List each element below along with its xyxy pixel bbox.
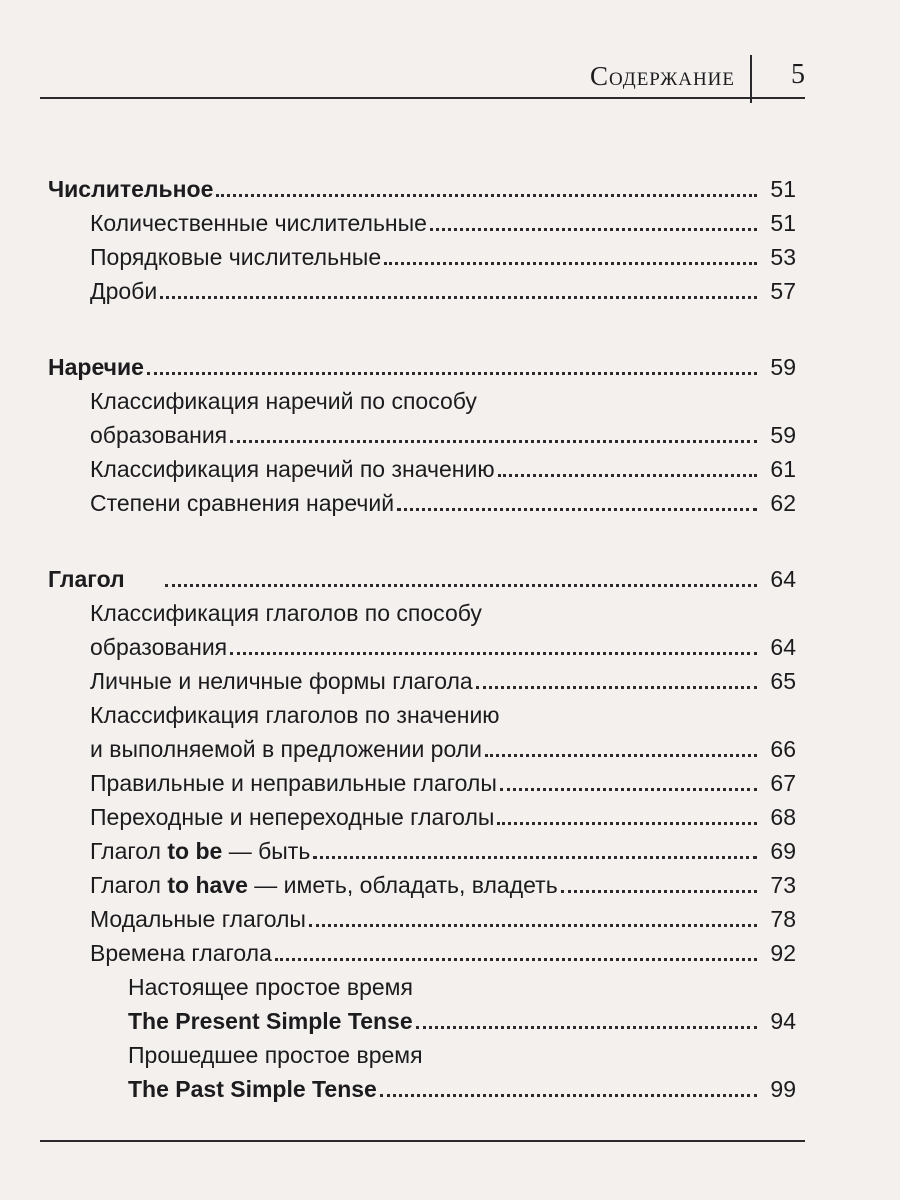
toc-entry-title: Правильные и неправильные глаголы — [90, 770, 497, 796]
title-suffix: — иметь, обладать, владеть — [247, 872, 558, 898]
toc-entry-title: Дроби — [90, 278, 158, 304]
toc-entry-page: 51 — [770, 176, 796, 202]
toc-entry-title: Классификация наречий по способу — [90, 388, 477, 414]
toc-entry-page: 62 — [770, 490, 796, 516]
header-title: Содержание — [589, 61, 735, 91]
header-separator — [750, 55, 752, 103]
toc-entry — [48, 486, 796, 520]
dot-leader — [309, 924, 757, 927]
dot-leader — [476, 686, 757, 689]
toc-entry — [48, 418, 796, 452]
toc-entry-line — [48, 384, 796, 418]
footer-rule — [40, 1140, 805, 1142]
title-bold-term: to have — [167, 872, 248, 898]
toc-entry-title: Прошедшее простое время — [128, 1042, 423, 1068]
toc-entry-title: Числительное — [48, 176, 214, 202]
toc-entry-title: Глагол — [48, 566, 125, 592]
title-prefix: Глагол — [90, 872, 168, 898]
toc-entry-title: Классификация наречий по значению — [90, 456, 495, 482]
toc-entry — [48, 630, 796, 664]
dot-leader — [397, 508, 757, 511]
dot-leader — [430, 228, 757, 231]
toc-entry-page: 67 — [770, 770, 796, 796]
toc-section-numeral — [48, 172, 796, 206]
toc-entry-title: The Present Simple Tense — [128, 1008, 413, 1034]
dot-leader — [216, 194, 757, 197]
toc-entry — [48, 206, 796, 240]
toc-entry-page: 99 — [770, 1076, 796, 1102]
dot-leader — [147, 372, 757, 375]
toc-entry-line — [48, 596, 796, 630]
toc-entry-title: и выполняемой в предложении роли — [90, 736, 483, 762]
toc-entry-title: Классификация глаголов по значению — [90, 702, 500, 728]
toc-entry — [48, 274, 796, 308]
toc-entry — [48, 664, 796, 698]
toc-entry-page: 68 — [770, 804, 796, 830]
toc-entry-page: 92 — [770, 940, 796, 966]
toc-entry-title: Классификация глаголов по способу — [90, 600, 482, 626]
title-bold-term: to be — [167, 838, 223, 864]
dot-leader — [230, 440, 757, 443]
dot-leader — [275, 958, 757, 961]
toc-entry-title — [90, 868, 558, 902]
toc-entry — [48, 800, 796, 834]
toc-entry-title: Модальные глаголы — [90, 906, 306, 932]
toc-entry — [48, 902, 796, 936]
dot-leader — [498, 474, 757, 477]
dot-leader — [500, 788, 757, 791]
toc-entry — [48, 868, 796, 902]
dot-leader — [165, 584, 757, 587]
toc-subentry-line — [48, 970, 796, 1004]
toc-subentry — [48, 1072, 796, 1106]
toc-section-verb — [48, 562, 796, 596]
header-page-number: 5 — [791, 59, 805, 90]
section-gap — [48, 308, 796, 350]
toc-entry-page: 57 — [770, 278, 796, 304]
dot-leader — [380, 1094, 757, 1097]
toc-entry-title: образования — [90, 634, 228, 660]
toc-entry-page: 51 — [770, 210, 796, 236]
toc-subentry-line — [48, 1038, 796, 1072]
dot-leader — [313, 856, 757, 859]
dot-leader — [497, 822, 757, 825]
toc-entry — [48, 936, 796, 970]
dot-leader — [384, 262, 757, 265]
toc-entry-page: 59 — [770, 354, 796, 380]
toc-entry — [48, 240, 796, 274]
toc-entry — [48, 834, 796, 868]
title-suffix: — быть — [222, 838, 311, 864]
toc-entry-page: 59 — [770, 422, 796, 448]
toc-entry-title: The Past Simple Tense — [128, 1076, 377, 1102]
toc-entry-page: 78 — [770, 906, 796, 932]
toc-entry-page: 94 — [770, 1008, 796, 1034]
toc-entry-title: Порядковые числительные — [90, 244, 382, 270]
toc-entry — [48, 766, 796, 800]
toc-entry-page: 73 — [770, 872, 796, 898]
dot-leader — [416, 1026, 757, 1029]
dot-leader — [485, 754, 757, 757]
toc-entry — [48, 452, 796, 486]
toc-entry-title: образования — [90, 422, 228, 448]
toc-entry-line — [48, 698, 796, 732]
toc-entry-title: Настоящее простое время — [128, 974, 413, 1000]
toc-entry-title: Количественные числительные — [90, 210, 427, 236]
toc-entry-title: Времена глагола — [90, 940, 272, 966]
table-of-contents — [48, 172, 796, 1106]
toc-entry-page: 64 — [770, 566, 796, 592]
section-gap — [48, 520, 796, 562]
dot-leader — [160, 296, 757, 299]
toc-entry-page: 65 — [770, 668, 796, 694]
toc-entry-title: Переходные и непереходные глаголы — [90, 804, 495, 830]
toc-entry-page: 69 — [770, 838, 796, 864]
toc-entry-page: 66 — [770, 736, 796, 762]
toc-entry-title: Личные и неличные формы глагола — [90, 668, 473, 694]
toc-entry-page: 61 — [770, 456, 796, 482]
toc-entry-page: 64 — [770, 634, 796, 660]
title-prefix: Глагол — [90, 838, 168, 864]
toc-entry-title — [90, 834, 310, 868]
toc-section-adverb — [48, 350, 796, 384]
dot-leader — [561, 890, 757, 893]
toc-entry-title: Наречие — [48, 354, 144, 380]
running-header — [40, 55, 805, 99]
toc-subentry — [48, 1004, 796, 1038]
dot-leader — [230, 652, 757, 655]
toc-entry — [48, 732, 796, 766]
toc-entry-title: Степени сравнения наречий — [90, 490, 395, 516]
toc-entry-page: 53 — [770, 244, 796, 270]
